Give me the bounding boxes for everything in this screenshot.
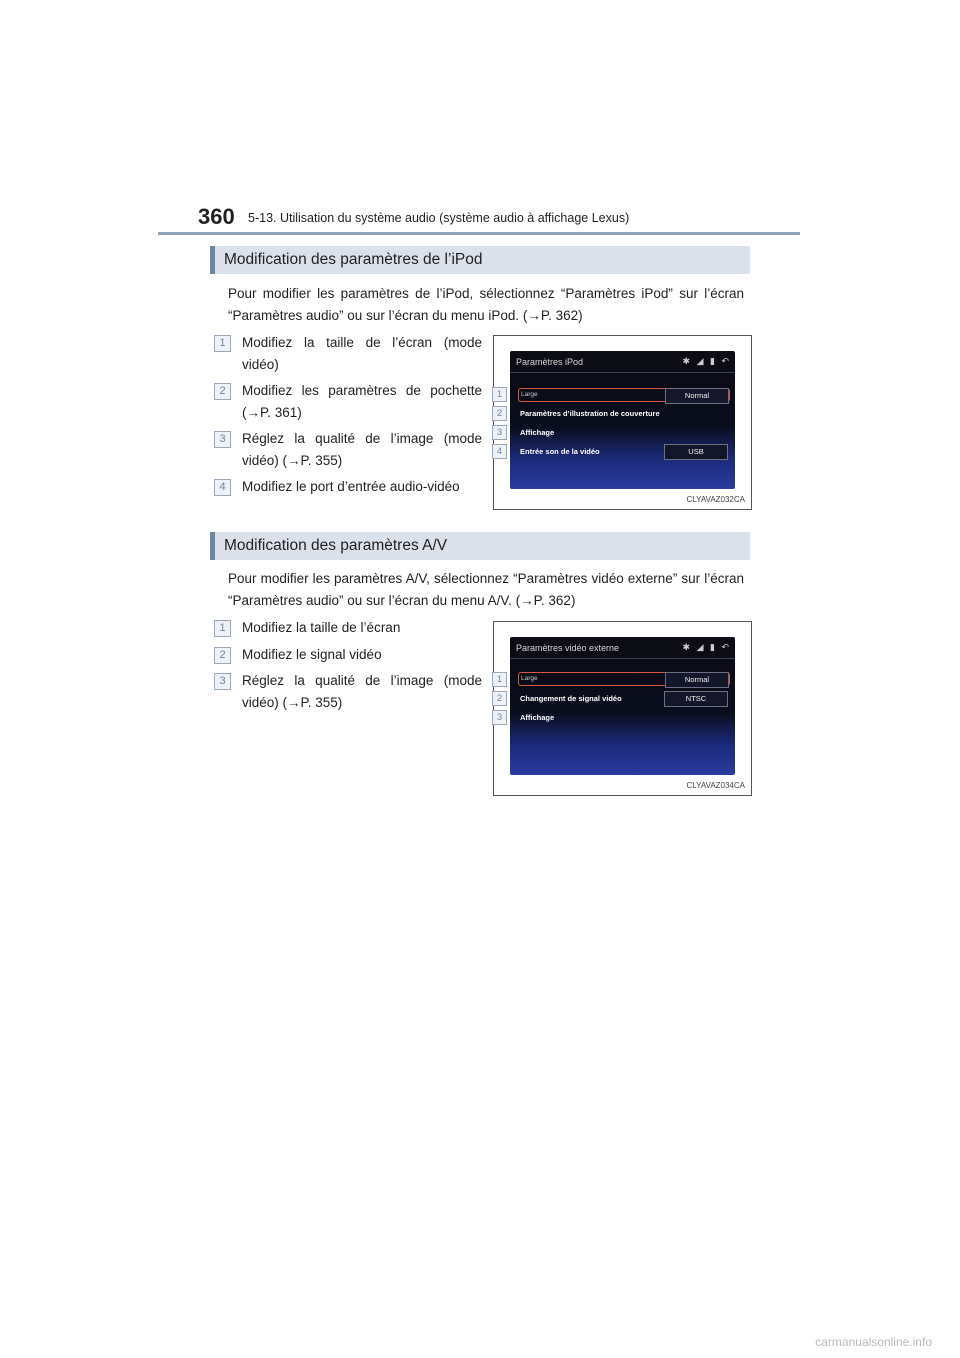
setting-value-button[interactable]: Normal — [665, 388, 729, 404]
page-header — [158, 204, 800, 234]
header-rule — [158, 232, 800, 235]
item-text: Modifiez les paramètres de pochette (→P. 361) — [242, 383, 482, 420]
display-screen — [510, 351, 735, 489]
callout-marker: 4 — [492, 444, 507, 459]
list-item — [214, 332, 482, 376]
item-number-badge: 1 — [214, 620, 231, 637]
page-number: 360 — [198, 204, 235, 229]
item-text: Modifiez le signal vidéo — [242, 647, 382, 662]
watermark: carmanualsonline.info — [815, 1335, 932, 1349]
item-number-badge: 4 — [214, 479, 231, 496]
figure-code: CLYAVAZ032CA — [686, 495, 745, 504]
display-screen — [510, 637, 735, 775]
setting-label: Entrée son de la vidéo — [520, 447, 600, 456]
screen-divider — [510, 658, 735, 659]
item-number-badge: 2 — [214, 647, 231, 664]
list-item — [214, 644, 482, 666]
section-heading-av — [210, 532, 750, 560]
setting-value-button[interactable]: NTSC — [664, 691, 728, 707]
setting-row-size[interactable] — [518, 388, 730, 402]
setting-label: Affichage — [520, 713, 555, 722]
section-title: Modification des paramètres de l’iPod — [224, 251, 483, 268]
setting-row-cover-art[interactable] — [518, 407, 728, 421]
callout-marker: 3 — [492, 710, 507, 725]
section-intro: Pour modifier les paramètres de l’iPod, sélectionnez “Paramètres iPod” sur l’écran “Paramètres audio” ou sur l’écran du menu iPod. (→P. 362) — [228, 286, 744, 323]
setting-row-signal[interactable] — [518, 692, 728, 706]
screen-divider — [510, 372, 735, 373]
list-item — [214, 617, 482, 639]
setting-value-button[interactable]: USB — [664, 444, 728, 460]
setting-row-video-input[interactable] — [518, 445, 728, 459]
item-number-badge: 3 — [214, 431, 231, 448]
setting-label: Affichage — [520, 428, 555, 437]
section-heading-ipod — [210, 246, 750, 274]
status-icons: ✱ ◢ ▮ ↶ — [682, 642, 731, 652]
status-icons: ✱ ◢ ▮ ↶ — [682, 356, 731, 366]
callout-marker: 2 — [492, 406, 507, 421]
setting-value-button[interactable]: Normal — [665, 672, 729, 688]
setting-label: Large — [521, 675, 538, 682]
av-settings-screenshot — [493, 621, 752, 796]
callout-marker: 1 — [492, 672, 507, 687]
item-number-badge: 2 — [214, 383, 231, 400]
callout-marker: 2 — [492, 691, 507, 706]
list-item — [214, 670, 482, 714]
setting-row-size[interactable] — [518, 672, 730, 686]
figure-code: CLYAVAZ034CA — [686, 781, 745, 790]
item-text: Réglez la qualité de l’image (mode vidéo) (→P. 355) — [242, 673, 482, 710]
list-item — [214, 428, 482, 472]
section-title: Modification des paramètres A/V — [224, 537, 448, 554]
setting-label: Paramètres d’illustration de couverture — [520, 409, 660, 418]
screen-title: Paramètres iPod — [516, 357, 584, 367]
section-intro: Pour modifier les paramètres A/V, sélectionnez “Paramètres vidéo externe” sur l’écran “Paramètres audio” ou sur l’écran du menu A/V. (→P. 362) — [228, 571, 744, 608]
callout-marker: 1 — [492, 387, 507, 402]
list-item — [214, 380, 482, 424]
setting-label: Changement de signal vidéo — [520, 694, 622, 703]
item-text: Modifiez la taille de l’écran — [242, 620, 401, 635]
setting-label: Large — [521, 391, 538, 398]
item-text: Réglez la qualité de l’image (mode vidéo) (→P. 355) — [242, 431, 482, 468]
setting-row-display[interactable] — [518, 426, 728, 440]
list-item — [214, 476, 482, 498]
screen-title: Paramètres vidéo externe — [516, 643, 620, 653]
item-text: Modifiez la taille de l’écran (mode vidéo) — [242, 335, 482, 372]
item-text: Modifiez le port d’entrée audio-vidéo — [242, 479, 460, 494]
chapter-title: 5-13. Utilisation du système audio (système audio à affichage Lexus) — [248, 211, 630, 225]
setting-row-display[interactable] — [518, 711, 728, 725]
ipod-settings-screenshot — [493, 335, 752, 510]
callout-marker: 3 — [492, 425, 507, 440]
item-number-badge: 1 — [214, 335, 231, 352]
item-number-badge: 3 — [214, 673, 231, 690]
